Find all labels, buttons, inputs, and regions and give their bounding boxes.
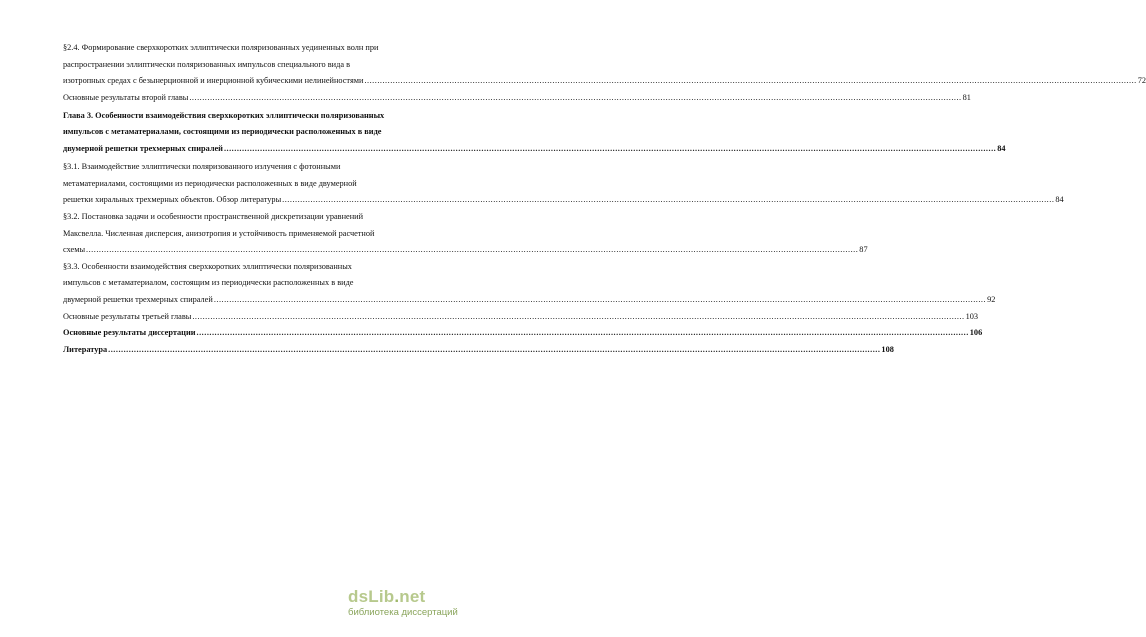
toc-entry-2-4: [63, 40, 1146, 90]
toc-last-line: [63, 309, 979, 326]
toc-last-line: [63, 242, 868, 259]
toc-page-number: 106: [969, 328, 983, 338]
toc-entry-title: Литература: [63, 344, 108, 354]
toc-leader-dots: ............................................................................................................................................................................................................................................................................................................: [223, 144, 997, 154]
toc-entry-title: Основные результаты второй главы: [63, 92, 189, 102]
toc-page-number: 103: [965, 311, 979, 321]
toc-entry-title: Основные результаты диссертации: [63, 328, 196, 338]
toc-entry-chapter-3: [63, 108, 1006, 158]
toc-entry-title: схемы: [63, 245, 86, 255]
dslib-watermark: [348, 587, 458, 618]
toc-page-number: 84: [1055, 195, 1064, 205]
toc-entry-literature: [63, 342, 894, 359]
toc-entry-dissertation-results: [63, 325, 983, 342]
toc-entry-3-2: [63, 209, 868, 259]
logo-dot: .: [394, 587, 400, 606]
toc-last-line: [63, 73, 1146, 90]
toc-text-line: метаматериалами, состоящими из периодически расположенных в виде двумерной: [63, 178, 357, 188]
toc-entry-title: двумерной решетки трехмерных спиралей: [63, 294, 213, 304]
toc-text-line: импульсов с метаматериалом, состоящим из периодически расположенных в виде: [63, 278, 354, 288]
toc-text-line: импульсов с метаматериалами, состоящими из периодически расположенных в виде: [63, 127, 382, 137]
toc-leader-dots: ............................................................................................................................................................................................................................................................................................................: [192, 311, 965, 321]
toc-last-line: [63, 90, 971, 107]
logo-main-text: dsLib: [348, 587, 395, 606]
toc-page-number: 72: [1137, 76, 1146, 86]
toc-leader-dots: ............................................................................................................................................................................................................................................................................................................: [196, 328, 969, 338]
toc-last-line: [63, 141, 1006, 158]
toc-last-line: [63, 342, 894, 359]
toc-last-line: [63, 325, 983, 342]
dslib-logo: [348, 588, 444, 606]
watermark-subtitle: библиотека диссертаций: [348, 607, 458, 618]
toc-text-line: §2.4. Формирование сверхкоротких эллиптически поляризованных уединенных волн при: [63, 43, 379, 52]
toc-entry-title: изотропных средах с безынерционной и инерционной кубическими нелинейностями: [63, 76, 364, 86]
toc-entry-chapter3-results: [63, 309, 979, 326]
toc-entry-title: решетки хиральных трехмерных объектов. Обзор литературы: [63, 195, 282, 205]
toc-leader-dots: ............................................................................................................................................................................................................................................................................................................: [213, 294, 987, 304]
toc-leader-dots: ............................................................................................................................................................................................................................................................................................................: [86, 245, 859, 255]
toc-text-line: распространении эллиптически поляризованных импульсов специального вида в: [63, 59, 350, 69]
table-of-contents: [63, 40, 1146, 358]
toc-page-number: 81: [962, 92, 971, 102]
toc-page-number: 84: [997, 144, 1006, 154]
toc-page-number: 108: [881, 344, 894, 354]
toc-leader-dots: ............................................................................................................................................................................................................................................................................................................: [364, 76, 1137, 86]
toc-text-line: §3.1. Взаимодействие эллиптически поляризованного излучения с фотонными: [63, 162, 341, 172]
toc-text-line: §3.2. Постановка задачи и особенности пространственной дискретизации уравнений: [63, 211, 364, 221]
toc-entry-chapter2-results: [63, 90, 971, 107]
toc-text-line: §3.3. Особенности взаимодействия сверхкоротких эллиптически поляризованных: [63, 261, 352, 271]
toc-text-line: Глава 3. Особенности взаимодействия сверхкоротких эллиптически поляризованных: [63, 110, 385, 120]
toc-page-number: 92: [987, 294, 996, 304]
toc-leader-dots: ............................................................................................................................................................................................................................................................................................................: [282, 195, 1055, 205]
toc-last-line: [63, 192, 1064, 209]
logo-tld-text: net: [399, 587, 426, 606]
toc-entry-title: двумерной решетки трехмерных спиралей: [63, 144, 223, 154]
toc-entry-3-3: [63, 259, 996, 309]
toc-text-line: Максвелла. Численная дисперсия, анизотропия и устойчивость применяемой расчетной: [63, 228, 375, 238]
toc-page-number: 87: [859, 245, 868, 255]
toc-entry-title: Основные результаты третьей главы: [63, 311, 192, 321]
toc-last-line: [63, 292, 996, 309]
toc-leader-dots: ............................................................................................................................................................................................................................................................................................................: [189, 92, 962, 102]
toc-leader-dots: ............................................................................................................................................................................................................................................................................................................: [108, 344, 881, 354]
toc-entry-3-1: [63, 159, 1064, 209]
